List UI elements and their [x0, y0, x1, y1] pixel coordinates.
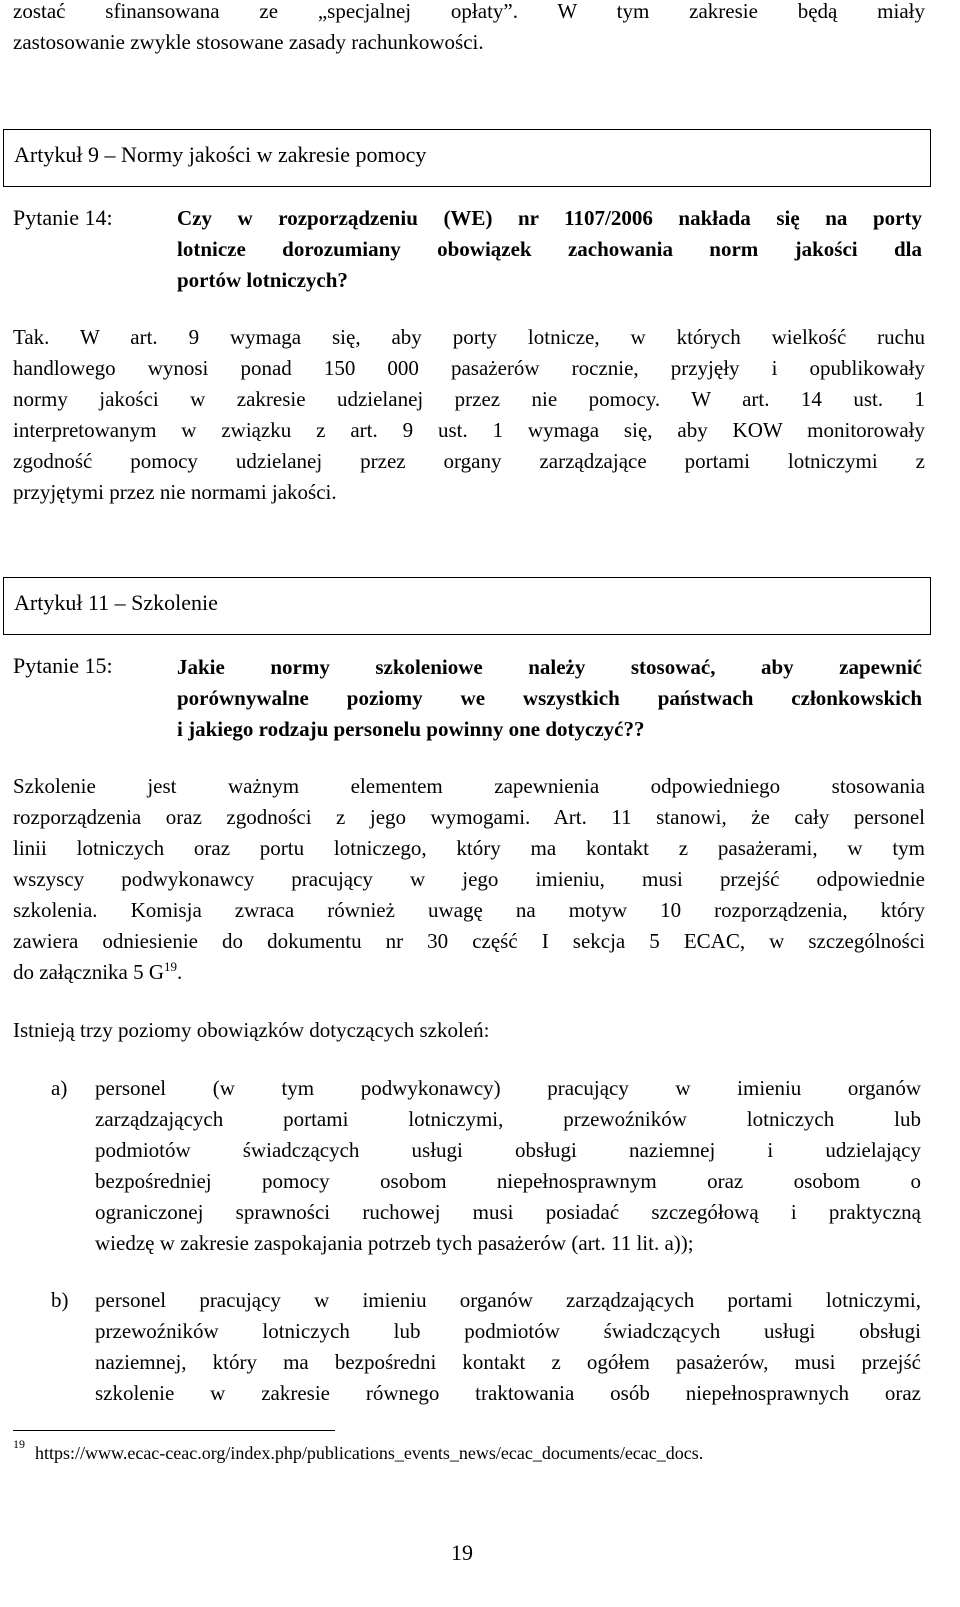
footnote-reference[interactable]: 19 — [164, 959, 178, 974]
footnote-number: 19 — [13, 1437, 25, 1451]
article-11-heading: Artykuł 11 – Szkolenie — [14, 590, 218, 615]
text-line: podmiotów świadczących usługi obsługi naziemnej i udzielający — [95, 1138, 921, 1162]
question-14-label: Pytanie 14: — [13, 205, 113, 230]
text-line: zostać sfinansowana ze „specjalnej opłaty”. W tym zakresie będą miały — [13, 0, 925, 23]
list-item-a — [95, 1073, 921, 1259]
footnote-link[interactable]: https://www.ecac-ceac.org/index.php/publications_events_news/ecac_documents/ecac_docs. — [35, 1443, 704, 1463]
levels-intro — [13, 1015, 925, 1046]
text-line: zarządzających portami lotniczymi, przewoźników lotniczych lub — [95, 1107, 921, 1131]
list-item-b — [95, 1285, 921, 1409]
text-line: Szkolenie jest ważnym elementem zapewnienia odpowiedniego stosowania — [13, 774, 925, 798]
text-line: Jakie normy szkoleniowe należy stosować, aby zapewnić — [177, 655, 922, 679]
footnote-separator — [13, 1430, 335, 1431]
text-line: szkolenie w zakresie równego traktowania osób niepełnosprawnych oraz — [95, 1381, 921, 1405]
text-fragment: . — [177, 960, 183, 984]
text-line: lotnicze dorozumiany obowiązek zachowania norm jakości dla — [177, 237, 922, 261]
article-9-heading-box — [3, 129, 931, 187]
answer-15-paragraph — [13, 771, 925, 988]
text-line: zgodność pomocy udzielanej przez organy zarządzające portami lotniczymi z — [13, 449, 925, 473]
question-15-label: Pytanie 15: — [13, 653, 113, 678]
text-line: zastosowanie zwykle stosowane zasady rachunkowości. — [13, 30, 484, 54]
question-15-text — [177, 652, 922, 745]
answer-14-paragraph — [13, 322, 925, 508]
text-line: porównywalne poziomy we wszystkich państwach członkowskich — [177, 686, 922, 710]
text-line: Czy w rozporządzeniu (WE) nr 1107/2006 nakłada się na porty — [177, 206, 922, 230]
text-line: personel pracujący w imieniu organów zarządzających portami lotniczymi, — [95, 1288, 921, 1312]
text-line: linii lotniczych oraz portu lotniczego, który ma kontakt z pasażerami, w tym — [13, 836, 925, 860]
text-line: wszyscy podwykonawcy pracujący w jego imieniu, musi przejść odpowiednie — [13, 867, 925, 891]
text-line — [13, 957, 925, 988]
text-line: naziemnej, który ma bezpośredni kontakt z ogółem pasażerów, musi przejść — [95, 1350, 921, 1374]
text-line: normy jakości w zakresie udzielanej przez nie pomocy. W art. 14 ust. 1 — [13, 387, 925, 411]
text-line: ograniczonej sprawności ruchowej musi posiadać szczegółową i praktyczną — [95, 1200, 921, 1224]
list-marker-b: b) — [51, 1288, 69, 1312]
text-fragment: do załącznika 5 G — [13, 960, 165, 984]
article-11-heading-box — [3, 577, 931, 635]
text-line: bezpośredniej pomocy osobom niepełnosprawnym oraz osobom o — [95, 1169, 921, 1193]
text-line: i jakiego rodzaju personelu powinny one dotyczyć?? — [177, 717, 645, 741]
article-9-heading: Artykuł 9 – Normy jakości w zakresie pomocy — [14, 142, 427, 167]
text-line: przyjętymi przez nie normami jakości. — [13, 480, 337, 504]
text-line: szkolenia. Komisja zwraca również uwagę na motyw 10 rozporządzenia, który — [13, 898, 925, 922]
text-line: portów lotniczych? — [177, 268, 348, 292]
text-line: wiedzę w zakresie zaspokajania potrzeb tych pasażerów (art. 11 lit. a)); — [95, 1231, 694, 1255]
text-line: przewoźników lotniczych lub podmiotów świadczących usługi obsługi — [95, 1319, 921, 1343]
text-line: rozporządzenia oraz zgodności z jego wymogami. Art. 11 stanowi, że cały personel — [13, 805, 925, 829]
text-line: handlowego wynosi ponad 150 000 pasażerów rocznie, przyjęły i opublikowały — [13, 356, 925, 380]
text-line: interpretowanym w związku z art. 9 ust. 1 wymaga się, aby KOW monitorowały — [13, 418, 925, 442]
text-line: Istnieją trzy poziomy obowiązków dotyczących szkoleń: — [13, 1018, 490, 1042]
list-marker-a: a) — [51, 1076, 68, 1100]
question-14-text — [177, 203, 922, 296]
intro-paragraph — [13, 0, 925, 58]
page-number: 19 — [451, 1540, 473, 1565]
text-line: Tak. W art. 9 wymaga się, aby porty lotnicze, w których wielkość ruchu — [13, 325, 925, 349]
text-line: zawiera odniesienie do dokumentu nr 30 część I sekcja 5 ECAC, w szczególności — [13, 929, 925, 953]
text-line: personel (w tym podwykonawcy) pracujący w imieniu organów — [95, 1076, 921, 1100]
